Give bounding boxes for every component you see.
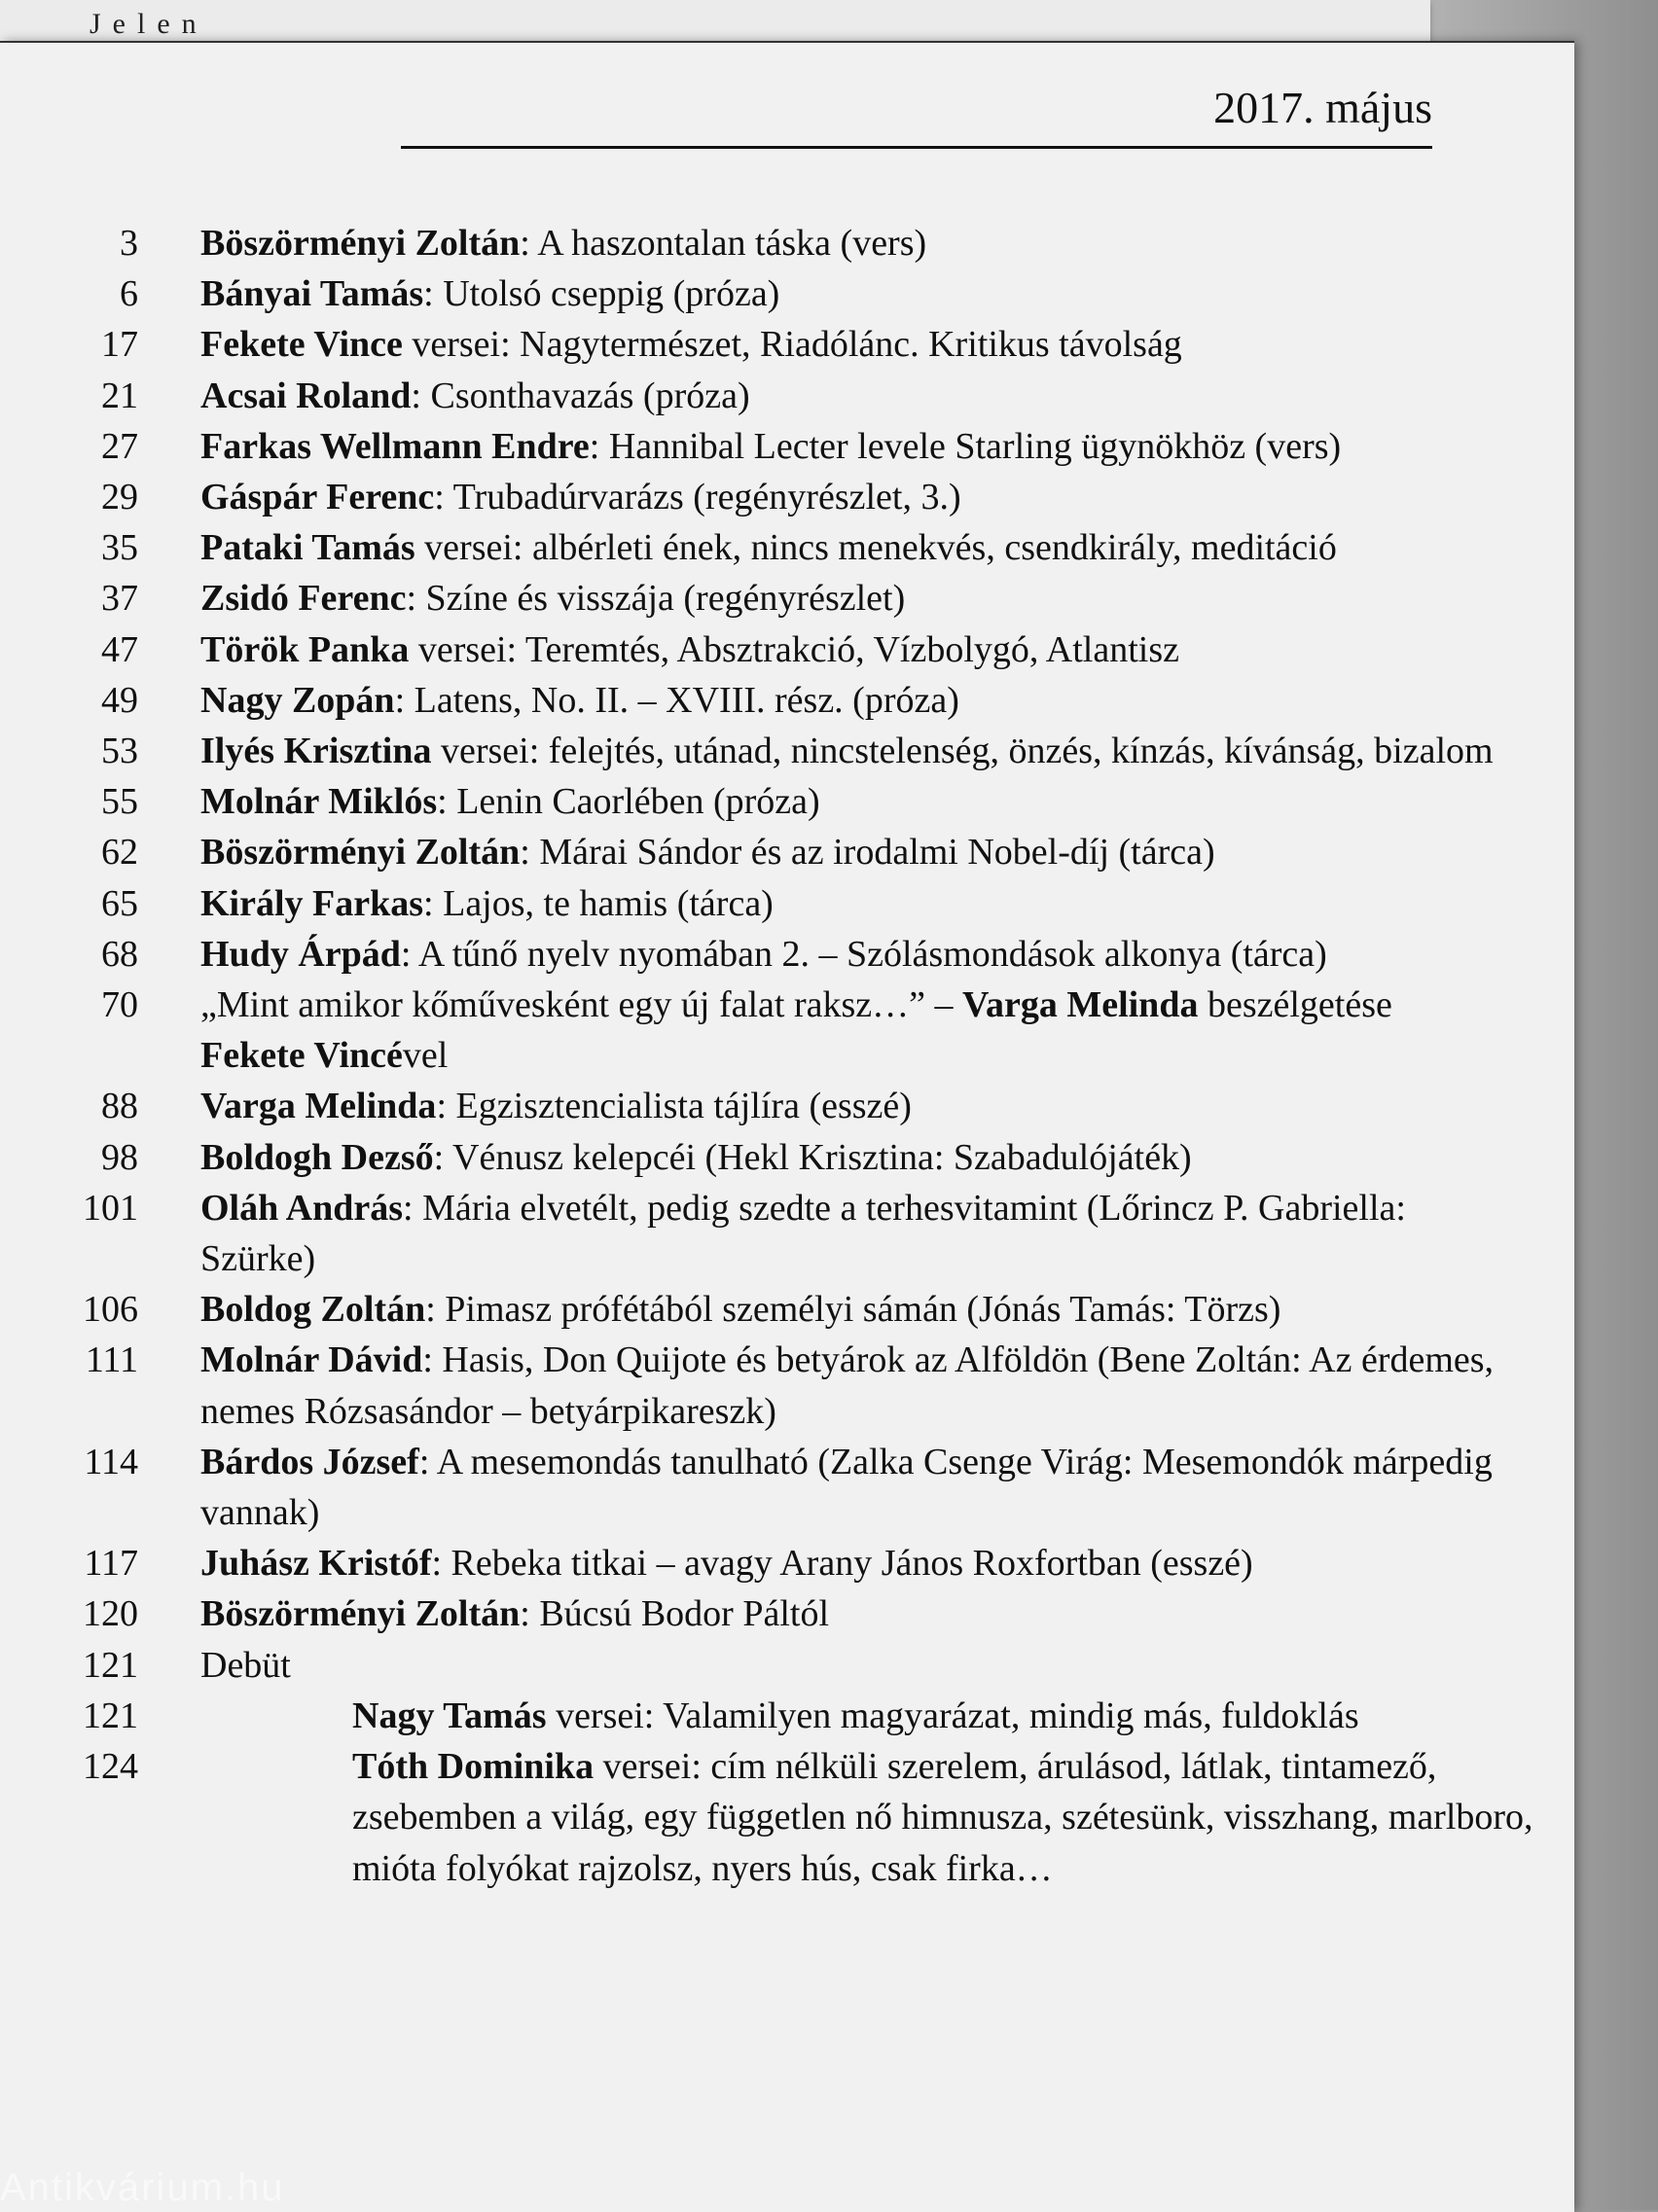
author-name: Varga Melinda [200,1086,437,1127]
entry-title: vel [402,1035,449,1077]
toc-page-number [0,371,138,421]
entry-title: : Lajos, te hamis (tárca) [423,882,774,924]
author-name: Király Farkas [200,882,424,924]
author-name: Bányai Tamás [200,273,424,315]
author-name: Molnár Miklós [200,781,438,823]
toc-entry [0,319,1574,370]
toc-entry [0,1691,1574,1741]
entry-title: : Egzisztencialista tájlíra (esszé) [436,1086,912,1127]
toc-page-number [0,1538,138,1588]
toc-entry [0,1183,1574,1284]
toc-page-number [0,1437,138,1538]
toc-entry-text [200,726,1504,776]
author-name: Varga Melinda [962,984,1199,1026]
toc-entry [0,1132,1574,1183]
page-number-text: 17 [101,324,138,366]
page-number-text: 98 [101,1136,138,1178]
toc-page-number [0,878,138,929]
issue-date: 2017. május [1213,83,1432,132]
entry-title: beszélgetése [1198,984,1392,1026]
entry-title: : Rebeka titkai – avagy Arany János Roxfortban (esszé) [431,1543,1253,1585]
table-of-contents [0,218,1574,1894]
entry-title: : Mária elvetélt, pedig szedte a terhesvitamint (Lőrincz P. Gabriella: Szürke) [200,1187,1406,1280]
toc-page-number [0,472,138,522]
toc-entry-text [200,319,1504,370]
toc-entry [0,776,1574,827]
author-name: Hudy Árpád [200,933,401,975]
author-name: Boldog Zoltán [200,1289,426,1331]
toc-page-number [0,1081,138,1131]
entry-title: : Márai Sándor és az irodalmi Nobel-díj (tárca) [520,832,1215,874]
author-name: Bárdos József [200,1441,419,1482]
entry-title: : Latens, No. II. – XVIII. rész. (próza) [394,679,959,721]
toc-entry-text [200,1538,1504,1588]
page-number-text: 111 [85,1339,138,1381]
toc-entry [0,1741,1574,1894]
author-name: Fekete Vincé [200,1035,403,1077]
entry-title: versei: felejtés, utánad, nincstelenség, önzés, kínzás, kívánság, bizalom [431,731,1494,772]
toc-page-number [0,1132,138,1183]
toc-page-number [0,421,138,472]
header-rule [401,146,1432,149]
author-name: Gáspár Ferenc [200,477,435,518]
page-number-text: 88 [101,1086,138,1127]
page-number-text: 68 [101,933,138,975]
toc-entry [0,218,1574,268]
toc-entry-text [200,522,1504,573]
toc-entry-text [200,1284,1504,1335]
toc-page-number [0,268,138,319]
toc-page-number [0,1335,138,1436]
toc-entry [0,624,1574,675]
toc-page-number [0,929,138,980]
toc-entry-text [200,371,1504,421]
toc-entry [0,1538,1574,1588]
entry-title: : Búcsú Bodor Páltól [520,1593,830,1635]
toc-page-number [0,319,138,370]
toc-entry-text [200,776,1504,827]
toc-page-number [0,980,138,1081]
page-number-text: 124 [83,1746,138,1788]
page-number-text: 106 [83,1289,138,1331]
toc-entry-text [200,218,1504,268]
author-name: Farkas Wellmann Endre [200,425,590,467]
entry-title: Debüt [200,1644,291,1686]
running-head: Jelen [90,8,208,40]
entry-title: : Vénusz kelepcéi (Hekl Krisztina: Szabadulójáték) [433,1136,1192,1178]
entry-title: versei: Nagytermészet, Riadólánc. Kritikus távolság [402,324,1182,366]
entry-title: : Hasis, Don Quijote és betyárok az Alföldön (Bene Zoltán: Az érdemes, nemes Rózsasándor – betyárpikareszk) [200,1339,1495,1432]
author-name: Tóth Dominika [352,1746,595,1788]
author-name: Böszörményi Zoltán [200,223,521,264]
page-number-text: 47 [101,628,138,670]
toc-page-number [0,624,138,675]
toc-entry [0,421,1574,472]
page-number-text: 114 [84,1441,138,1482]
page-number-text: 121 [83,1695,138,1736]
toc-entry-text [352,1741,1568,1894]
entry-title: : Csonthavazás (próza) [411,375,750,416]
author-name: Juhász Kristóf [200,1543,432,1585]
author-name: Böszörményi Zoltán [200,1593,521,1635]
toc-entry [0,1335,1574,1436]
toc-page-number [0,522,138,573]
author-name: Nagy Zopán [200,679,395,721]
toc-entry-text [200,1081,1504,1131]
toc-entry [0,371,1574,421]
author-name: Oláh András [200,1187,404,1229]
page-number-text: 35 [101,527,138,569]
author-name: Fekete Vince [200,324,403,366]
entry-title: : Trubadúrvarázs (regényrészlet, 3.) [434,477,961,518]
toc-entry-text [200,980,1504,1081]
entry-title: versei: albérleti ének, nincs menekvés, csendkirály, meditáció [414,527,1337,569]
toc-entry [0,929,1574,980]
toc-page-number [0,218,138,268]
page-number-text: 62 [101,832,138,874]
entry-title: : A mesemondás tanulható (Zalka Csenge Virág: Mesemondók márpedig vannak) [200,1441,1493,1534]
toc-entry [0,268,1574,319]
toc-page-number [0,1284,138,1335]
toc-entry-text [200,1132,1504,1183]
toc-entry [0,522,1574,573]
author-name: Pataki Tamás [200,527,415,569]
page-number-text: 27 [101,425,138,467]
author-name: Acsai Roland [200,375,412,416]
toc-page-number [0,1741,138,1894]
author-name: Török Panka [200,628,410,670]
toc-entry-text [200,1640,1504,1691]
toc-entry-text [200,624,1504,675]
page-number-text: 53 [101,731,138,772]
toc-entry [0,827,1574,877]
toc-entry-text [200,573,1504,624]
toc-entry [0,1284,1574,1335]
toc-entry [0,878,1574,929]
entry-title: : Pimasz prófétából személyi sámán (Jónás Tamás: Törzs) [425,1289,1281,1331]
page-number-text: 55 [101,781,138,823]
entry-title: versei: cím nélküli szerelem, árulásod, látlak, tintamező, zsebemben a világ, egy független nő himnusza, szétesünk, visszhang, marlboro, mióta folyókat rajzolsz, nyers hús, csak firka… [352,1746,1533,1889]
toc-page-number [0,675,138,726]
toc-entry [0,1081,1574,1131]
page-number-text: 70 [101,984,138,1026]
toc-entry-text [200,1437,1504,1538]
toc-page-number [0,726,138,776]
entry-title: versei: Valamilyen magyarázat, mindig más, fuldoklás [546,1695,1359,1736]
entry-title: versei: Teremtés, Absztrakció, Vízbolygó, Atlantisz [409,628,1179,670]
toc-page-number [0,1183,138,1284]
toc-entry-text [200,268,1504,319]
toc-entry [0,573,1574,624]
author-name: Nagy Tamás [352,1695,547,1736]
page-number-text: 37 [101,578,138,620]
entry-title: : A haszontalan táska (vers) [520,223,927,264]
toc-page-number [0,776,138,827]
page-number-text: 117 [84,1543,138,1585]
toc-entry-text [200,472,1504,522]
entry-title: : A tűnő nyelv nyomában 2. – Szólásmondások alkonya (tárca) [400,933,1327,975]
author-name: Böszörményi Zoltán [200,832,521,874]
page-number-text: 65 [101,882,138,924]
page-number-text: 29 [101,477,138,518]
toc-entry [0,726,1574,776]
toc-entry [0,1437,1574,1538]
toc-page-number [0,1640,138,1691]
toc-page [0,41,1574,2212]
page-number-text: 3 [120,223,138,264]
toc-entry-text [200,1335,1504,1436]
toc-page-number [0,573,138,624]
entry-title: : Utolsó cseppig (próza) [423,273,780,315]
toc-page-number [0,1588,138,1639]
toc-entry [0,980,1574,1081]
toc-entry-text [200,421,1504,472]
page-number-text: 49 [101,679,138,721]
toc-page-number [0,827,138,877]
author-name: Zsidó Ferenc [200,578,407,620]
toc-entry [0,1640,1574,1691]
toc-entry-text [352,1691,1568,1741]
toc-entry [0,1588,1574,1639]
toc-entry-text [200,929,1504,980]
author-name: Molnár Dávid [200,1339,423,1381]
toc-entry-text [200,827,1504,877]
author-name: Ilyés Krisztina [200,731,432,772]
toc-entry-text [200,1588,1504,1639]
page-number-text: 121 [83,1644,138,1686]
toc-entry-text [200,675,1504,726]
watermark: Antikvárium.hu [0,2166,285,2209]
page-number-text: 120 [83,1593,138,1635]
page-number-text: 101 [83,1187,138,1229]
entry-title: : Hannibal Lecter levele Starling ügynökhöz (vers) [589,425,1342,467]
entry-title: : Lenin Caorlében (próza) [437,781,820,823]
toc-entry [0,472,1574,522]
toc-page-number [0,1691,138,1741]
page-number-text: 21 [101,375,138,416]
toc-entry-text [200,878,1504,929]
entry-title: : Színe és visszája (regényrészlet) [406,578,906,620]
toc-entry [0,675,1574,726]
author-name: Boldogh Dezső [200,1136,434,1178]
entry-title: „Mint amikor kőművesként egy új falat raksz…” – [200,984,963,1026]
toc-entry-text [200,1183,1504,1284]
page-number-text: 6 [120,273,138,315]
